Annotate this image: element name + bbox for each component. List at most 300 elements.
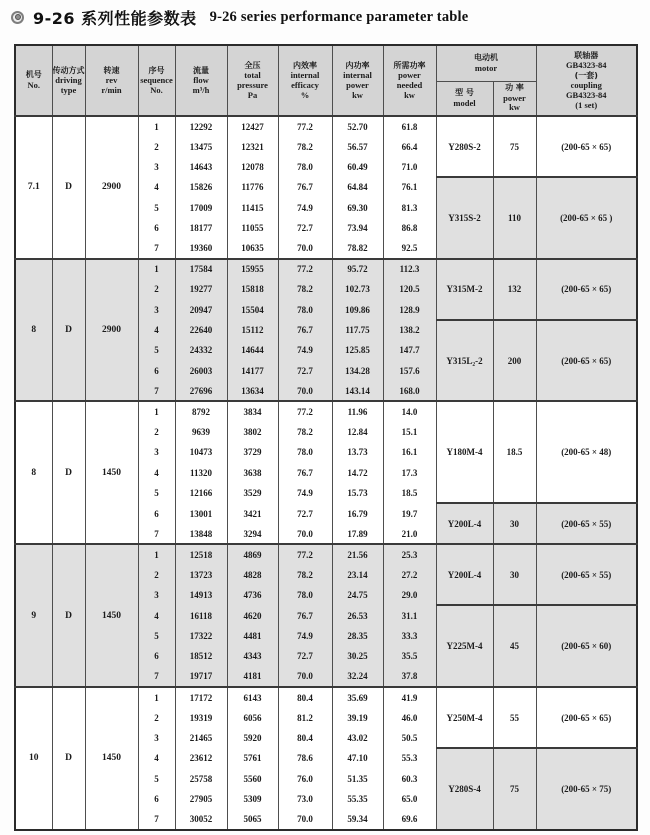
sequence-cell: 4	[138, 748, 175, 768]
col-header-rev-zh: 转速	[103, 65, 120, 75]
sequence-cell: 5	[138, 626, 175, 646]
power-needed-cell: 25.3	[383, 544, 436, 564]
motor-model-cell: Y200L-4	[436, 544, 493, 605]
efficiency-cell: 70.0	[278, 381, 332, 401]
flow-cell: 16118	[175, 605, 227, 625]
col-header-internal-power-en2: power	[346, 79, 369, 90]
efficiency-cell: 77.2	[278, 401, 332, 421]
power-needed-cell: 128.9	[383, 300, 436, 320]
pressure-cell: 3529	[227, 483, 278, 503]
power-needed-cell: 33.3	[383, 626, 436, 646]
power-needed-cell: 15.1	[383, 422, 436, 442]
internal-power-cell: 69.30	[332, 198, 383, 218]
internal-power-cell: 30.25	[332, 646, 383, 666]
sequence-cell: 5	[138, 198, 175, 218]
col-header-no-zh: 机号	[25, 70, 42, 80]
pressure-cell: 5309	[227, 789, 278, 809]
flow-cell: 15826	[175, 177, 227, 197]
col-header-model-en: model	[453, 97, 476, 108]
efficiency-cell: 78.0	[278, 585, 332, 605]
motor-model-cell: Y315L₂-2	[436, 320, 493, 402]
sequence-cell: 2	[138, 136, 175, 156]
table-body	[15, 116, 637, 830]
internal-power-cell: 16.79	[332, 503, 383, 523]
col-header-power-needed-zh: 所需功率	[393, 60, 426, 70]
internal-power-cell: 14.72	[332, 463, 383, 483]
col-header-internal-efficiency	[278, 45, 332, 116]
motor-power-cell: 75	[493, 748, 536, 830]
power-needed-cell: 31.1	[383, 605, 436, 625]
internal-power-cell: 47.10	[332, 748, 383, 768]
internal-power-cell: 43.02	[332, 728, 383, 748]
flow-cell: 14913	[175, 585, 227, 605]
col-header-driving-en2: type	[60, 84, 77, 95]
coupling-cell: (200-65 × 48)	[536, 401, 637, 503]
flow-cell: 13848	[175, 524, 227, 544]
power-needed-cell: 60.3	[383, 769, 436, 789]
coupling-cell: (200-65 × 55)	[536, 544, 637, 605]
internal-power-cell: 11.96	[332, 401, 383, 421]
flow-cell: 13475	[175, 136, 227, 156]
driving-type-cell: D	[52, 401, 85, 544]
internal-power-cell: 73.94	[332, 218, 383, 238]
sequence-cell: 1	[138, 401, 175, 421]
flow-cell: 22640	[175, 320, 227, 340]
efficiency-cell: 70.0	[278, 238, 332, 258]
col-header-power-needed	[383, 45, 436, 116]
pressure-cell: 10635	[227, 238, 278, 258]
col-header-pressure-zh: 全压	[244, 60, 261, 70]
col-header-driving-type	[52, 45, 85, 116]
col-header-sequence	[138, 45, 175, 116]
flow-cell: 11320	[175, 463, 227, 483]
col-header-sequence-en2: No.	[150, 84, 163, 95]
bullseye-icon-center	[15, 14, 21, 20]
power-needed-cell: 55.3	[383, 748, 436, 768]
efficiency-cell: 74.9	[278, 340, 332, 360]
sequence-cell: 7	[138, 809, 175, 829]
internal-power-cell: 52.70	[332, 116, 383, 136]
sequence-cell: 5	[138, 483, 175, 503]
internal-power-cell: 17.89	[332, 524, 383, 544]
col-header-pressure-en1: total	[244, 70, 261, 81]
flow-cell: 27696	[175, 381, 227, 401]
col-header-internal-power-en1: internal	[343, 70, 372, 81]
coupling-cell: (200-65 × 75)	[536, 748, 637, 830]
sequence-cell: 6	[138, 218, 175, 238]
rev-cell: 1450	[85, 401, 138, 544]
internal-power-cell: 117.75	[332, 320, 383, 340]
pressure-cell: 4481	[227, 626, 278, 646]
motor-model-cell: Y280S-2	[436, 116, 493, 177]
pressure-cell: 15955	[227, 259, 278, 279]
col-header-rev	[85, 45, 138, 116]
col-header-rev-en2: r/min	[101, 84, 122, 95]
internal-power-cell: 109.86	[332, 300, 383, 320]
internal-power-cell: 13.73	[332, 442, 383, 462]
flow-cell: 12166	[175, 483, 227, 503]
sequence-cell: 3	[138, 157, 175, 177]
efficiency-cell: 72.7	[278, 218, 332, 238]
pressure-cell: 14644	[227, 340, 278, 360]
pressure-cell: 4181	[227, 667, 278, 687]
flow-cell: 26003	[175, 361, 227, 381]
power-needed-cell: 92.5	[383, 238, 436, 258]
efficiency-cell: 74.9	[278, 198, 332, 218]
col-header-no-en: No.	[27, 79, 40, 90]
col-header-motor-power-en1: power	[503, 92, 526, 103]
col-header-driving-en1: driving	[55, 74, 82, 85]
col-header-motor-power	[493, 81, 536, 116]
col-header-total-pressure	[227, 45, 278, 116]
col-header-no	[15, 45, 52, 116]
table-row	[15, 687, 637, 707]
sequence-cell: 4	[138, 463, 175, 483]
col-header-internal-power-en3: kw	[352, 89, 363, 100]
col-header-coupling	[536, 45, 637, 116]
pressure-cell: 11415	[227, 198, 278, 218]
fan-no-cell: 8	[15, 401, 52, 544]
flow-cell: 13723	[175, 565, 227, 585]
pressure-cell: 5065	[227, 809, 278, 829]
motor-model-cell: Y315S-2	[436, 177, 493, 259]
pressure-cell: 4828	[227, 565, 278, 585]
power-needed-cell: 69.6	[383, 809, 436, 829]
efficiency-cell: 76.7	[278, 605, 332, 625]
internal-power-cell: 15.73	[332, 483, 383, 503]
page-title-zh: 9-26 系列性能参数表	[33, 8, 197, 28]
flow-cell: 10473	[175, 442, 227, 462]
col-header-efficiency-zh: 内效率	[293, 60, 317, 70]
internal-power-cell: 55.35	[332, 789, 383, 809]
motor-power-cell: 75	[493, 116, 536, 177]
internal-power-cell: 12.84	[332, 422, 383, 442]
power-needed-cell: 138.2	[383, 320, 436, 340]
pressure-cell: 15818	[227, 279, 278, 299]
col-header-motor-zh: 电动机	[474, 53, 498, 63]
fan-no-cell: 9	[15, 544, 52, 687]
motor-power-cell: 18.5	[493, 401, 536, 503]
col-header-rev-en1: rev	[105, 74, 118, 85]
col-header-motor-power-zh: 功 率	[505, 83, 524, 93]
power-needed-cell: 147.7	[383, 340, 436, 360]
pressure-cell: 6143	[227, 687, 278, 707]
rev-cell: 1450	[85, 687, 138, 830]
flow-cell: 17322	[175, 626, 227, 646]
internal-power-cell: 64.84	[332, 177, 383, 197]
power-needed-cell: 76.1	[383, 177, 436, 197]
sequence-cell: 5	[138, 769, 175, 789]
power-needed-cell: 50.5	[383, 728, 436, 748]
power-needed-cell: 41.9	[383, 687, 436, 707]
rev-cell: 2900	[85, 116, 138, 259]
pressure-cell: 5761	[227, 748, 278, 768]
pressure-cell: 11776	[227, 177, 278, 197]
internal-power-cell: 24.75	[332, 585, 383, 605]
sequence-cell: 6	[138, 503, 175, 523]
sequence-cell: 7	[138, 667, 175, 687]
efficiency-cell: 80.4	[278, 728, 332, 748]
motor-power-cell: 132	[493, 259, 536, 320]
pressure-cell: 3834	[227, 401, 278, 421]
internal-power-cell: 39.19	[332, 707, 383, 727]
col-header-flow-zh: 流量	[193, 65, 209, 75]
pressure-cell: 3421	[227, 503, 278, 523]
motor-model-cell: Y180M-4	[436, 401, 493, 503]
pressure-cell: 11055	[227, 218, 278, 238]
motor-power-cell: 30	[493, 544, 536, 605]
internal-power-cell: 60.49	[332, 157, 383, 177]
coupling-cell: (200-65 × 60)	[536, 605, 637, 687]
flow-cell: 9639	[175, 422, 227, 442]
internal-power-cell: 28.35	[332, 626, 383, 646]
sequence-cell: 6	[138, 789, 175, 809]
power-needed-cell: 81.3	[383, 198, 436, 218]
efficiency-cell: 77.2	[278, 259, 332, 279]
internal-power-cell: 78.82	[332, 238, 383, 258]
power-needed-cell: 46.0	[383, 707, 436, 727]
motor-model-cell: Y315M-2	[436, 259, 493, 320]
efficiency-cell: 78.2	[278, 279, 332, 299]
sequence-cell: 4	[138, 177, 175, 197]
power-needed-cell: 86.8	[383, 218, 436, 238]
col-header-driving-zh: 传动方式	[52, 65, 85, 75]
col-header-internal-power	[332, 45, 383, 116]
driving-type-cell: D	[52, 259, 85, 402]
efficiency-cell: 78.6	[278, 748, 332, 768]
flow-cell: 17584	[175, 259, 227, 279]
sequence-cell: 1	[138, 116, 175, 136]
col-header-motor-en: motor	[474, 62, 498, 73]
flow-cell: 8792	[175, 401, 227, 421]
col-header-internal-power-zh: 内功率	[345, 60, 370, 70]
efficiency-cell: 78.2	[278, 565, 332, 585]
coupling-cell: (200-65 × 55)	[536, 503, 637, 544]
col-header-coupling-std1: GB4323-84	[565, 59, 607, 70]
col-header-efficiency-en3: %	[300, 89, 310, 100]
col-header-coupling-set-en: (1 set)	[575, 99, 598, 110]
performance-parameter-table	[14, 44, 638, 831]
power-needed-cell: 120.5	[383, 279, 436, 299]
power-needed-cell: 14.0	[383, 401, 436, 421]
flow-cell: 12292	[175, 116, 227, 136]
flow-cell: 19717	[175, 667, 227, 687]
motor-power-cell: 110	[493, 177, 536, 259]
efficiency-cell: 76.7	[278, 463, 332, 483]
power-needed-cell: 21.0	[383, 524, 436, 544]
power-needed-cell: 37.8	[383, 667, 436, 687]
flow-cell: 14643	[175, 157, 227, 177]
col-header-coupling-en: coupling	[570, 80, 602, 91]
internal-power-cell: 95.72	[332, 259, 383, 279]
efficiency-cell: 77.2	[278, 116, 332, 136]
efficiency-cell: 74.9	[278, 626, 332, 646]
sequence-cell: 7	[138, 524, 175, 544]
power-needed-cell: 112.3	[383, 259, 436, 279]
motor-power-cell: 45	[493, 605, 536, 687]
efficiency-cell: 81.2	[278, 707, 332, 727]
internal-power-cell: 26.53	[332, 605, 383, 625]
internal-power-cell: 125.85	[332, 340, 383, 360]
flow-cell: 23612	[175, 748, 227, 768]
power-needed-cell: 29.0	[383, 585, 436, 605]
flow-cell: 21465	[175, 728, 227, 748]
flow-cell: 17172	[175, 687, 227, 707]
page-title	[11, 5, 468, 29]
power-needed-cell: 65.0	[383, 789, 436, 809]
sequence-cell: 7	[138, 381, 175, 401]
power-needed-cell: 168.0	[383, 381, 436, 401]
col-header-motor-model	[436, 81, 493, 116]
flow-cell: 30052	[175, 809, 227, 829]
pressure-cell: 4736	[227, 585, 278, 605]
sequence-cell: 4	[138, 605, 175, 625]
fan-no-cell: 8	[15, 259, 52, 402]
sequence-cell: 2	[138, 422, 175, 442]
power-needed-cell: 66.4	[383, 136, 436, 156]
efficiency-cell: 76.7	[278, 177, 332, 197]
flow-cell: 19360	[175, 238, 227, 258]
motor-power-cell: 200	[493, 320, 536, 402]
power-needed-cell: 27.2	[383, 565, 436, 585]
col-header-sequence-zh: 序号	[148, 65, 165, 75]
efficiency-cell: 70.0	[278, 667, 332, 687]
driving-type-cell: D	[52, 687, 85, 830]
table-header	[15, 45, 637, 116]
internal-power-cell: 56.57	[332, 136, 383, 156]
coupling-cell: (200-65 × 65)	[536, 116, 637, 177]
sequence-cell: 6	[138, 646, 175, 666]
flow-cell: 25758	[175, 769, 227, 789]
internal-power-cell: 32.24	[332, 667, 383, 687]
col-header-power-needed-en3: kw	[404, 89, 415, 100]
efficiency-cell: 78.2	[278, 422, 332, 442]
col-header-flow-en1: flow	[193, 74, 209, 85]
col-header-pressure-en3: Pa	[247, 89, 258, 100]
rev-cell: 1450	[85, 544, 138, 687]
coupling-cell: (200-65 × 65 )	[536, 177, 637, 259]
col-header-coupling-zh: 联轴器	[574, 50, 599, 60]
driving-type-cell: D	[52, 116, 85, 259]
power-needed-cell: 17.3	[383, 463, 436, 483]
internal-power-cell: 143.14	[332, 381, 383, 401]
pressure-cell: 6056	[227, 707, 278, 727]
fan-no-cell: 7.1	[15, 116, 52, 259]
efficiency-cell: 70.0	[278, 524, 332, 544]
efficiency-cell: 78.2	[278, 136, 332, 156]
pressure-cell: 3294	[227, 524, 278, 544]
power-needed-cell: 71.0	[383, 157, 436, 177]
efficiency-cell: 72.7	[278, 503, 332, 523]
efficiency-cell: 76.0	[278, 769, 332, 789]
pressure-cell: 12427	[227, 116, 278, 136]
internal-power-cell: 59.34	[332, 809, 383, 829]
coupling-cell: (200-65 × 65)	[536, 687, 637, 748]
flow-cell: 18512	[175, 646, 227, 666]
sequence-cell: 3	[138, 300, 175, 320]
efficiency-cell: 78.0	[278, 300, 332, 320]
power-needed-cell: 16.1	[383, 442, 436, 462]
bullseye-icon	[11, 11, 24, 24]
sequence-cell: 3	[138, 728, 175, 748]
efficiency-cell: 76.7	[278, 320, 332, 340]
internal-power-cell: 51.35	[332, 769, 383, 789]
sequence-cell: 1	[138, 687, 175, 707]
pressure-cell: 4620	[227, 605, 278, 625]
col-header-sequence-en1: sequence	[140, 74, 173, 85]
motor-model-cell: Y225M-4	[436, 605, 493, 687]
sequence-cell: 3	[138, 585, 175, 605]
pressure-cell: 3729	[227, 442, 278, 462]
table-row	[15, 401, 637, 421]
sequence-cell: 2	[138, 565, 175, 585]
col-header-pressure-en2: pressure	[237, 79, 268, 90]
motor-model-cell: Y250M-4	[436, 687, 493, 748]
col-header-coupling-set-zh: (一套)	[574, 70, 598, 80]
coupling-cell: (200-65 × 65)	[536, 320, 637, 402]
col-header-efficiency-en1: internal	[290, 70, 320, 81]
flow-cell: 17009	[175, 198, 227, 218]
flow-cell: 24332	[175, 340, 227, 360]
col-header-motor-power-en2: kw	[509, 102, 520, 113]
pressure-cell: 15504	[227, 300, 278, 320]
pressure-cell: 12321	[227, 136, 278, 156]
sequence-cell: 2	[138, 707, 175, 727]
internal-power-cell: 35.69	[332, 687, 383, 707]
efficiency-cell: 78.0	[278, 157, 332, 177]
coupling-cell: (200-65 × 65)	[536, 259, 637, 320]
motor-model-cell: Y200L-4	[436, 503, 493, 544]
pressure-cell: 3802	[227, 422, 278, 442]
efficiency-cell: 78.0	[278, 442, 332, 462]
rev-cell: 2900	[85, 259, 138, 402]
fan-no-cell: 10	[15, 687, 52, 830]
col-header-power-needed-en2: needed	[396, 79, 423, 90]
flow-cell: 19319	[175, 707, 227, 727]
table-row	[15, 259, 637, 279]
sequence-cell: 6	[138, 361, 175, 381]
col-header-flow	[175, 45, 227, 116]
power-needed-cell: 19.7	[383, 503, 436, 523]
sequence-cell: 3	[138, 442, 175, 462]
col-header-efficiency-en2: efficacy	[291, 79, 319, 90]
col-header-model-zh: 型 号	[455, 88, 474, 98]
efficiency-cell: 73.0	[278, 789, 332, 809]
sequence-cell: 2	[138, 279, 175, 299]
sequence-cell: 1	[138, 259, 175, 279]
col-header-flow-en2: m³/h	[192, 84, 210, 95]
pressure-cell: 15112	[227, 320, 278, 340]
col-header-power-needed-en1: power	[398, 70, 421, 81]
efficiency-cell: 70.0	[278, 809, 332, 829]
efficiency-cell: 74.9	[278, 483, 332, 503]
flow-cell: 13001	[175, 503, 227, 523]
pressure-cell: 3638	[227, 463, 278, 483]
power-needed-cell: 61.8	[383, 116, 436, 136]
col-header-motor	[436, 45, 536, 81]
table-row	[15, 116, 637, 136]
sequence-cell: 7	[138, 238, 175, 258]
pressure-cell: 5560	[227, 769, 278, 789]
efficiency-cell: 72.7	[278, 646, 332, 666]
internal-power-cell: 21.56	[332, 544, 383, 564]
power-needed-cell: 18.5	[383, 483, 436, 503]
flow-cell: 12518	[175, 544, 227, 564]
pressure-cell: 13634	[227, 381, 278, 401]
flow-cell: 19277	[175, 279, 227, 299]
sequence-cell: 5	[138, 340, 175, 360]
table-row	[15, 544, 637, 564]
